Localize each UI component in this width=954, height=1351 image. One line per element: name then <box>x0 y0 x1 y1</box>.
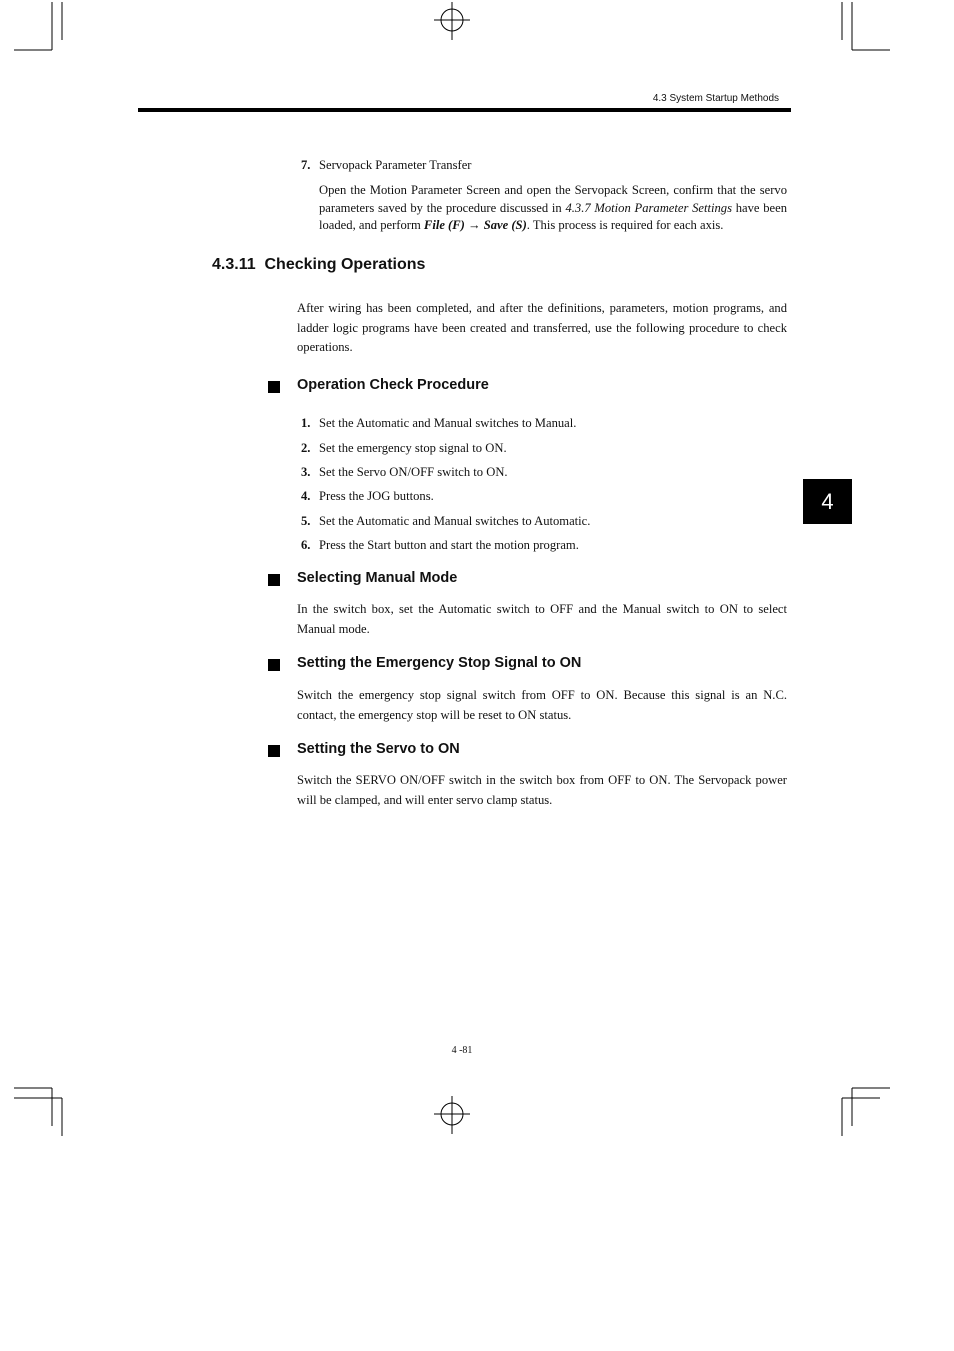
cross-reference: 4.3.7 Motion Parameter Settings <box>565 200 732 215</box>
manual-mode-heading: Selecting Manual Mode <box>297 570 458 586</box>
crop-mark-bottom-right <box>836 1082 896 1138</box>
emergency-stop-text: Switch the emergency stop signal switch from OFF to ON. Because this signal is an N.C. contact, the emergency stop will be reset to ON status. <box>297 688 787 722</box>
procedure-step: 1. Set the Automatic and Manual switches to Manual. <box>301 416 577 430</box>
registration-mark-top <box>430 0 474 44</box>
procedure-step: 6. Press the Start button and start the motion program. <box>301 538 579 552</box>
step-text: Servopack Parameter Transfer <box>319 158 472 172</box>
square-bullet-icon <box>268 381 280 393</box>
manual-mode-text: In the switch box, set the Automatic switch to OFF and the Manual switch to ON to select Manual mode. <box>297 602 787 636</box>
page-number: 4 -81 <box>451 1045 473 1056</box>
section-intro: After wiring has been completed, and after the definitions, parameters, motion programs, and ladder logic programs have been created and transferred, use the following procedure to check operations. <box>297 301 787 354</box>
step-number: 7. <box>301 158 311 172</box>
step-7-paragraph: Open the Motion Parameter Screen and open the Servopack Screen, confirm that the servo parameters saved by the procedure discussed in 4.3.7 Motion Parameter Settings have been loaded, and perform File (F) → Save (S). This process is required for each axis. <box>319 183 788 232</box>
step-7 <box>301 158 471 173</box>
section-heading: 4.3.11 Checking Operations <box>212 256 426 273</box>
emergency-stop-heading: Setting the Emergency Stop Signal to ON <box>297 655 582 671</box>
procedure-step: 4. Press the JOG buttons. <box>301 489 434 503</box>
servo-on-heading: Setting the Servo to ON <box>297 741 460 757</box>
crop-mark-top-right <box>836 0 896 56</box>
procedure-step: 2. Set the emergency stop signal to ON. <box>301 441 507 455</box>
chapter-tab: 4 <box>803 479 852 524</box>
crop-mark-top-left <box>0 0 70 56</box>
procedure-step: 3. Set the Servo ON/OFF switch to ON. <box>301 465 508 479</box>
crop-mark-bottom-left <box>0 1082 70 1138</box>
square-bullet-icon <box>268 659 280 671</box>
square-bullet-icon <box>268 745 280 757</box>
registration-mark-bottom <box>430 1092 474 1136</box>
servo-on-text: Switch the SERVO ON/OFF switch in the switch box from OFF to ON. The Servopack power will be clamped, and will enter servo clamp status. <box>297 773 787 807</box>
square-bullet-icon <box>268 574 280 586</box>
running-header: 4.3 System Startup Methods <box>652 93 779 104</box>
operation-check-heading: Operation Check Procedure <box>297 377 489 393</box>
menu-command: File (F) → Save (S) <box>423 218 527 232</box>
header-rule <box>138 108 791 112</box>
procedure-step: 5. Set the Automatic and Manual switches to Automatic. <box>301 514 591 528</box>
